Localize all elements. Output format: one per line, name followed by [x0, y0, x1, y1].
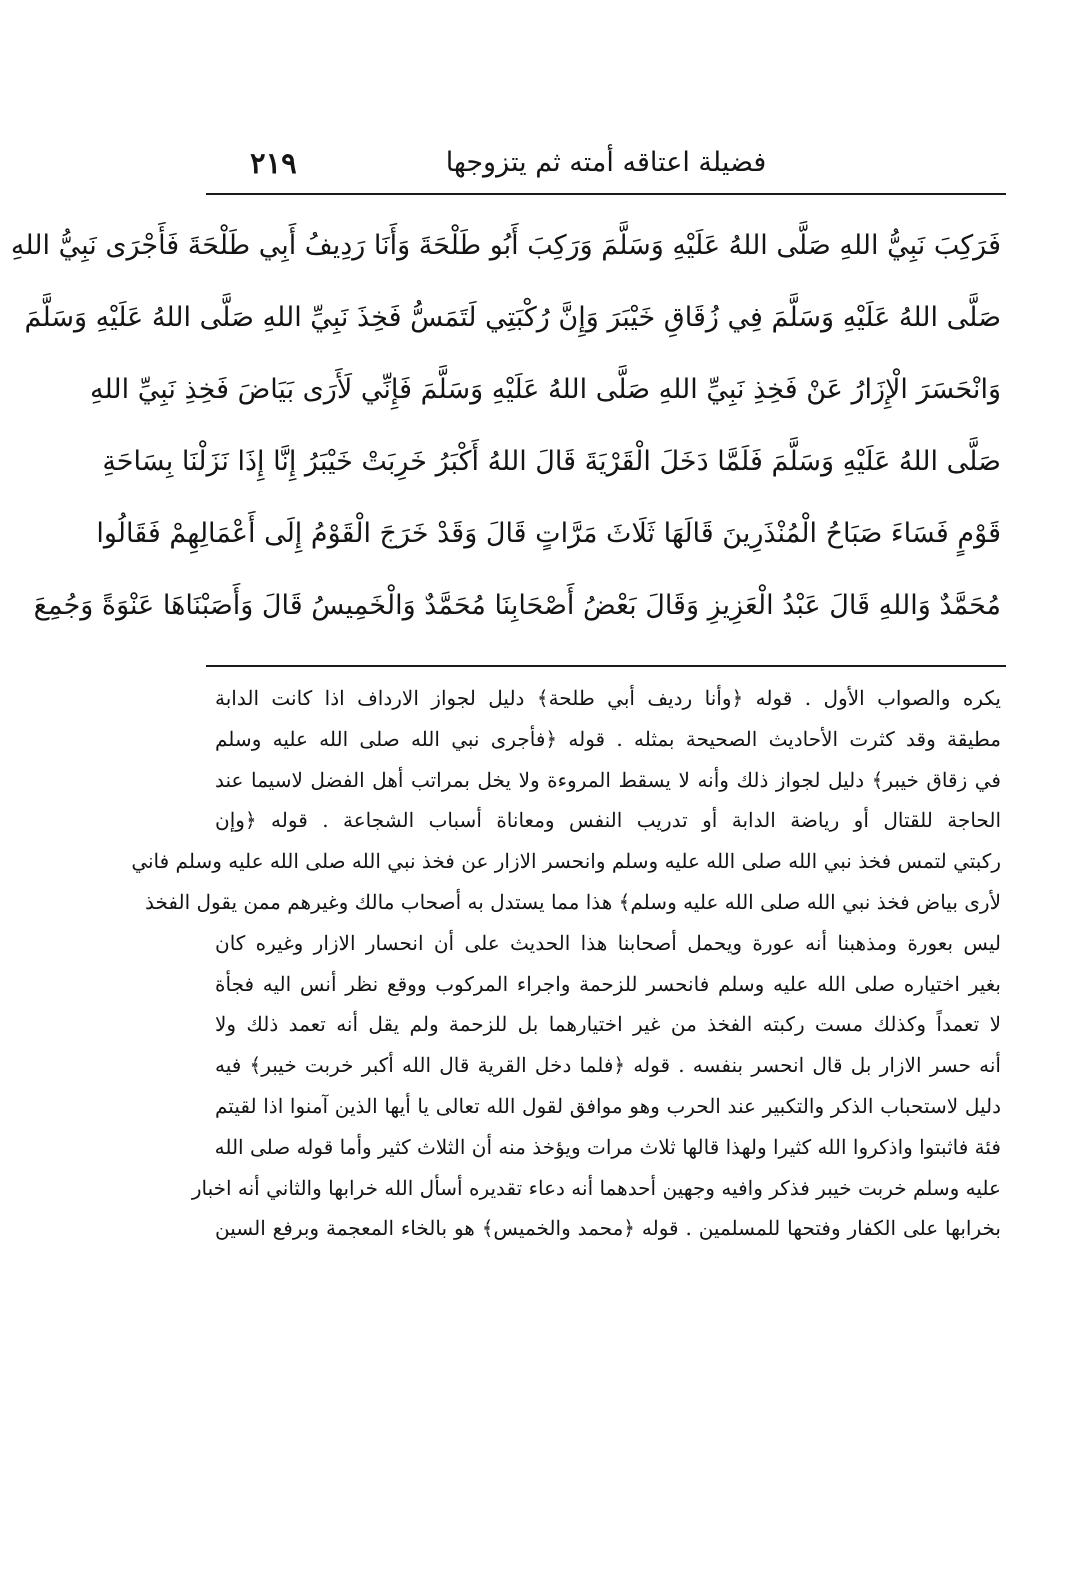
commentary-line: بغير اختياره صلى الله عليه وسلم فانحسر للزحمة واجراء المركوب ووقع نظر أنس اليه فجأة: [215, 971, 1001, 996]
commentary-line: أنه حسر الازار بل قال انحسر بنفسه . قوله ﴿فلما دخل القرية قال الله أكبر خربت خيبر﴾ فيه: [215, 1053, 1001, 1078]
chapter-title: فضيلة اعتاقه أمته ثم يتزوجها: [445, 147, 767, 178]
hadith-line: مُحَمَّدٌ وَاللهِ قَالَ عَبْدُ الْعَزِيزِ وَقَالَ بَعْضُ أَصْحَابِنَا مُحَمَّدٌ وَالْخَمِيسُ قَالَ وَأَصَبْنَاهَا عَنْوَةً وَجُمِعَ: [33, 590, 1001, 621]
commentary-line: عليه وسلم خربت خيبر فذكر وافيه وجهين أحدهما أنه دعاء تقديره أسأل الله خرابها والثاني أنه اخبار: [191, 1175, 1001, 1200]
hadith-line: قَوْمٍ فَسَاءَ صَبَاحُ الْمُنْذَرِينَ قَالَهَا ثَلَاثَ مَرَّاتٍ قَالَ وَقَدْ خَرَجَ الْقَوْمُ إِلَى أَعْمَالِهِمْ فَقَالُوا: [96, 518, 1001, 549]
commentary-line: لا تعمداً وكذلك مست ركبته الفخذ من غير اختيارهما بل للزحمة ولم يقل أنه تعمد ذلك ولا: [215, 1012, 1001, 1037]
hadith-line: صَلَّى اللهُ عَلَيْهِ وَسَلَّمَ فَلَمَّا دَخَلَ الْقَرْيَةَ قَالَ اللهُ أَكْبَرُ خَرِبَتْ خَيْبَرُ إِنَّا إِذَا نَزَلْنَا بِسَاحَةِ: [102, 446, 1001, 477]
commentary-line: مطيقة وقد كثرت الأحاديث الصحيحة بمثله . قوله ﴿فأجرى نبي الله صلى الله عليه وسلم: [215, 726, 1001, 751]
hadith-text-block: [10, 210, 1001, 642]
commentary-line: بخرابها على الكفار وفتحها للمسلمين . قوله ﴿محمد والخميس﴾ هو بالخاء المعجمة وبرفع السين: [215, 1216, 1001, 1241]
running-header: [206, 138, 1006, 188]
commentary-line: يكره والصواب الأول . قوله ﴿وأنا رديف أبي طلحة﴾ دليل لجواز الارداف اذا كانت الدابة: [215, 686, 1001, 710]
page-number: ٢١٩: [250, 146, 297, 180]
commentary-line: ركبتي لتمس فخذ نبي الله صلى الله عليه وسلم وانحسر الازار عن فخذ نبي الله صلى الله عليه وسلم فاني: [131, 849, 1001, 874]
commentary-line: فئة فاثبتوا واذكروا الله كثيرا ولهذا قالها ثلاث مرات ويؤخذ منه أن الثلاث كثير وأما قوله صلى الله: [214, 1134, 1001, 1159]
commentary-line: دليل لاستحباب الذكر والتكبير عند الحرب وهو موافق لقول الله تعالى يا أيها الذين آمنوا اذا لقيتم: [215, 1093, 1001, 1118]
commentary-line: ليس بعورة ومذهبنا أنه عورة ويحمل أصحابنا هذا الحديث على أن انحسار الازار وغيره كان: [215, 930, 1001, 955]
commentary-line: لأرى بياض فخذ نبي الله صلى الله عليه وسلم﴾ هذا مما يستدل به أصحاب مالك وغيرهم ممن يقول الفخذ: [144, 889, 1001, 914]
hadith-line: صَلَّى اللهُ عَلَيْهِ وَسَلَّمَ فِي زُقَاقِ خَيْبَرَ وَإِنَّ رُكْبَتِي لَتَمَسُّ فَخِذَ نَبِيِّ اللهِ صَلَّى اللهُ عَلَيْهِ وَسَلَّمَ: [24, 302, 1001, 333]
commentary-line: في زقاق خيبر﴾ دليل لجواز ذلك وأنه لا يسقط المروءة ولا يخل بمراتب أهل الفضل لاسيما عند: [215, 767, 1001, 792]
header-divider: [206, 193, 1006, 195]
commentary-divider: [206, 665, 1006, 667]
commentary-line: الحاجة للقتال أو رياضة الدابة أو تدريب النفس ومعاناة أسباب الشجاعة . قوله ﴿وإن: [215, 808, 1001, 833]
hadith-line: وَانْحَسَرَ الْإِزَارُ عَنْ فَخِذِ نَبِيِّ اللهِ صَلَّى اللهُ عَلَيْهِ وَسَلَّمَ فَإِنِّي لَأَرَى بَيَاضَ فَخِذِ نَبِيِّ اللهِ: [90, 374, 1001, 405]
hadith-line: فَرَكِبَ نَبِيُّ اللهِ صَلَّى اللهُ عَلَيْهِ وَسَلَّمَ وَرَكِبَ أَبُو طَلْحَةَ وَأَنَا رَدِيفُ أَبِي طَلْحَةَ فَأَجْرَى نَبِيُّ اللهِ: [10, 230, 1001, 261]
commentary-text-block: [131, 678, 1001, 1249]
